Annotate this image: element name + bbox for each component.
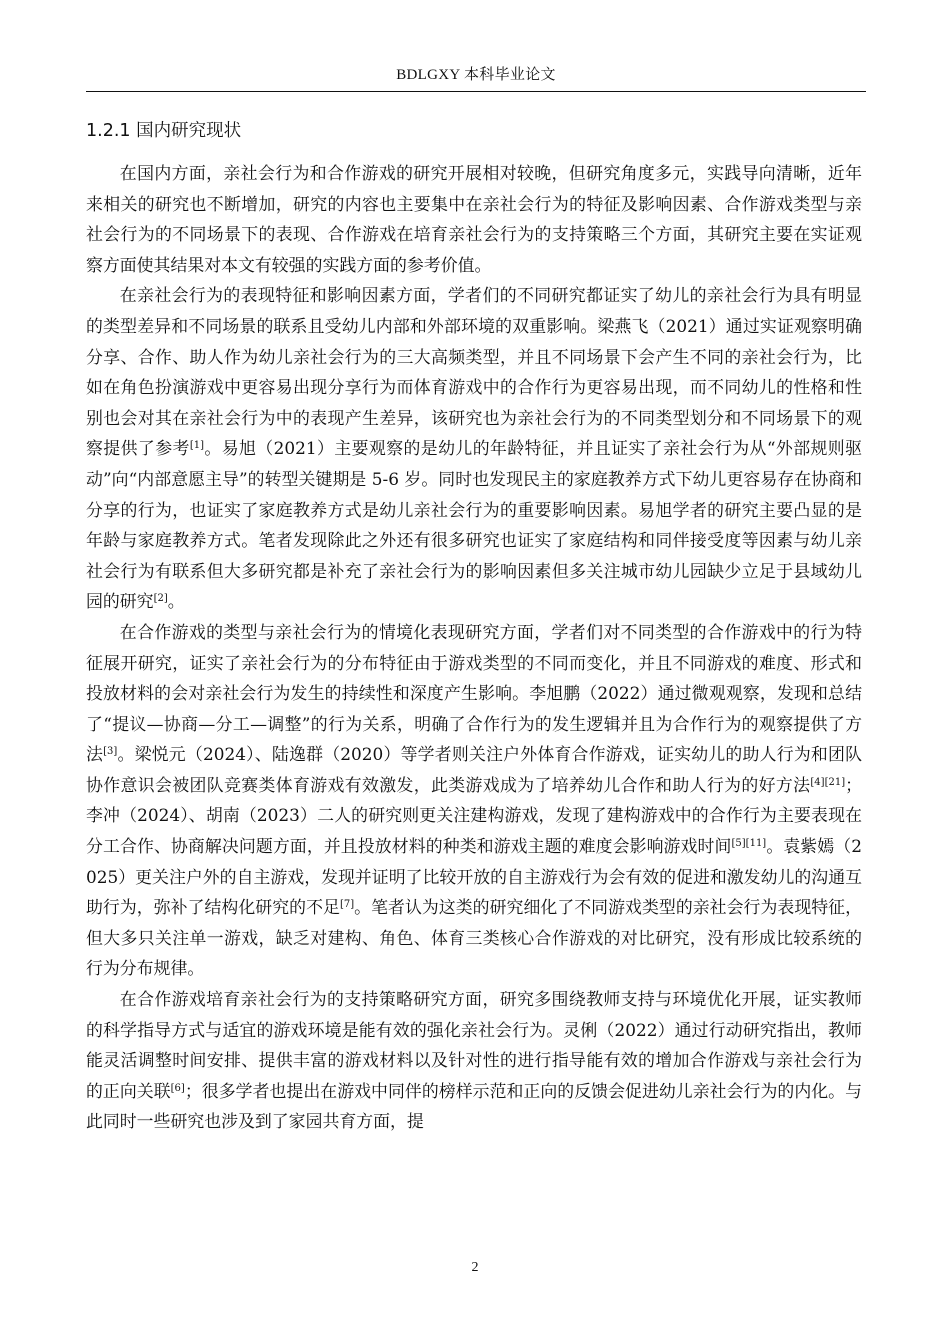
paragraph-3 [86,617,862,984]
citation-marker: [1] [189,440,204,452]
paragraph-1 [86,158,862,280]
text-run: 。 [167,591,185,612]
text-run: ；很多学者也提出在游戏中同伴的榜样示范和正向的反馈会促进幼儿亲社会行为的内化。与此同时一些研究也涉及到了家园共育方面，提 [86,1080,863,1132]
citation-marker: [5][11] [731,838,767,850]
paragraph-2 [86,280,862,617]
text-run: 在合作游戏的类型与亲社会行为的情境化表现研究方面，学者们对不同类型的合作游戏中的行为特征展开研究，证实了亲社会行为的分布特征由于游戏类型的不同而变化，并且不同游戏的难度、形式和投放材料的会对亲社会行为发生的持续性和深度产生影响。李旭鹏（2022）通过微观观察，发现和总结了“提议—协商—分工—调整”的行为关系，明确了合作行为的发生逻辑并且为合作行为的观察提供了方法 [86,621,862,765]
citation-marker: [4][21] [810,776,846,788]
text-run: 在合作游戏培育亲社会行为的支持策略研究方面，研究多围绕教师支持与环境优化开展，证实教师的科学指导方式与适宜的游戏环境是能有效的强化亲社会行为。灵俐（2022）通过行动研究指出，教师能灵活调整时间安排、提供丰富的游戏材料以及针对性的进行指导能有效的增加合作游戏与亲社会行为的正向关联 [86,989,862,1101]
citation-marker: [3] [103,746,118,758]
text-run: 在亲社会行为的表现特征和影响因素方面，学者们的不同研究都证实了幼儿的亲社会行为具有明显的类型差异和不同场景的联系且受幼儿内部和外部环境的双重影响。梁燕飞（2021）通过实证观察明确分享、合作、助人作为幼儿亲社会行为的三大高频类型，并且不同场景下会产生不同的亲社会行为，比如在角色扮演游戏中更容易出现分享行为而体育游戏中的合作行为更容易出现，而不同幼儿的性格和性别也会对其在亲社会行为中的表现产生差异，该研究也为亲社会行为的不同类型划分和不同场景下的观察提供了参考 [86,285,862,459]
citation-marker: [7] [339,899,355,911]
paragraph-4 [86,984,862,1137]
text-run: ；李冲（2024）、胡南（2023）二人的研究则更关注建构游戏，发现了建构游戏中的合作行为主要表现在分工合作、协商解决问题方面，并且投放材料的种类和游戏主题的难度会影响游戏时间 [86,774,862,857]
section-heading: 1.2.1 国内研究现状 [86,121,242,141]
text-run: 在国内方面，亲社会行为和合作游戏的研究开展相对较晚，但研究角度多元，实践导向清晰，近年来相关的研究也不断增加，研究的内容也主要集中在亲社会行为的特征及影响因素、合作游戏类型与亲社会行为的不同场景下的表现、合作游戏在培育亲社会行为的支持策略三个方面，其研究主要在实证观察方面使其结果对本文有较强的实践方面的参考价值。 [86,163,862,275]
text-run: 。袁紫嫣（2025）更关注户外的自主游戏，发现并证明了比较开放的自主游戏行为会有效的促进和激发幼儿的沟通互助行为，弥补了结构化研究的不足 [86,836,862,918]
text-run: 。梁悦元（2024）、陆逸群（2020）等学者则关注户外体育合作游戏，证实幼儿的助人行为和团队协作意识会被团队竞赛类体育游戏有效激发，此类游戏成为了培养幼儿合作和助人行为的好方法 [86,744,862,795]
page-number: 2 [471,1260,479,1275]
header-rule [86,91,866,92]
running-header: BDLGXY 本科毕业论文 [396,67,556,83]
citation-marker: [6] [170,1082,185,1094]
text-run: 。笔者认为这类的研究细化了不同游戏类型的亲社会行为表现特征，但大多只关注单一游戏，缺乏对建构、角色、体育三类核心合作游戏的对比研究，没有形成比较系统的行为分布规律。 [86,897,863,979]
body-text [86,158,862,1137]
citation-marker: [2] [153,593,168,605]
text-run: 。易旭（2021）主要观察的是幼儿的年龄特征，并且证实了亲社会行为从“外部规则驱动”向“内部意愿主导”的转型关键期是 5-6 岁。同时也发现民主的家庭教养方式下幼儿更容易存在协商和分享的行为，也证实了家庭教养方式是幼儿亲社会行为的重要影响因素。易旭学者的研究主要凸显的是年龄与家庭教养方式。笔者发现除此之外还有很多研究也证实了家庭结构和同伴接受度等因素与幼儿亲社会行为有联系但大多研究都是补充了亲社会行为的影响因素但多关注城市幼儿园缺少立足于县域幼儿园的研究 [86,438,862,612]
